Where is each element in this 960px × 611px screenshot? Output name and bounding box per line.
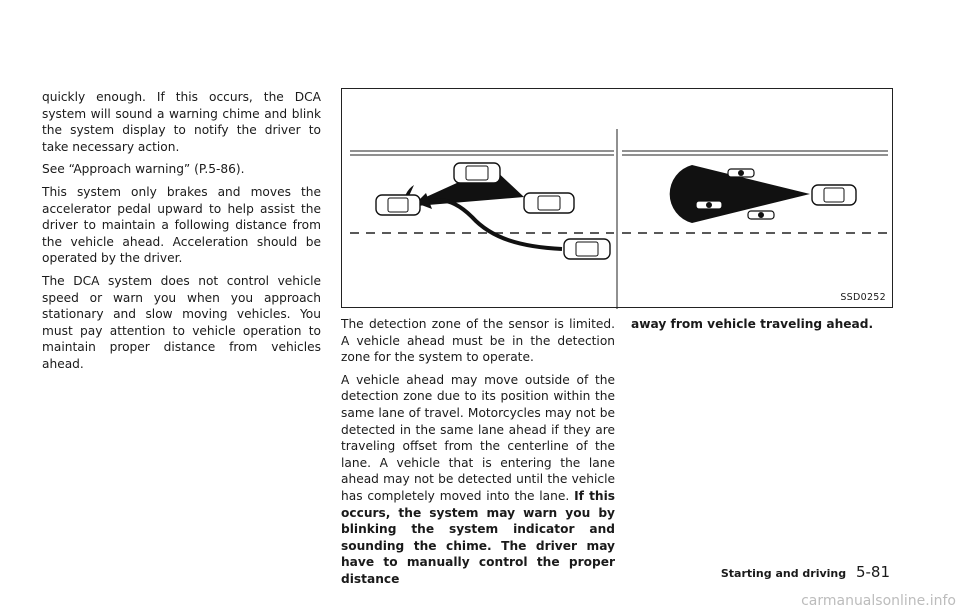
figure-code: SSD0252 (840, 292, 886, 303)
host-car (376, 195, 420, 215)
paragraph: The DCA system does not control vehicle speed or warn you when you approach stationary and slow moving vehicles. You must pay attention to vehicle operation to maintain proper distance from vehicles ahead. (42, 273, 321, 371)
left-text-column (42, 89, 321, 379)
paragraph: The detection zone of the sensor is limited. A vehicle ahead must be in the detection zone for the system to operate. (341, 317, 615, 365)
dca-detection-figure (341, 88, 893, 308)
detection-zone-illustration (342, 89, 894, 309)
paragraph (341, 372, 615, 588)
warning-text-continued: away from vehicle traveling ahead. (631, 317, 874, 331)
motorcycle-icon (728, 169, 754, 177)
right-text-column (631, 316, 893, 339)
merging-car (564, 239, 610, 259)
warning-text: If this occurs, the system may warn you by blinking the system indicator and sounding the chime. The driver may have to manually control the proper distance (341, 488, 616, 586)
middle-text-column (341, 316, 615, 594)
paragraph-reference: See “Approach warning” (P.5-86). (42, 162, 245, 177)
adjacent-lane-car (454, 163, 500, 183)
paragraph: This system only brakes and moves the accelerator pedal upward to help assist the driver to maintain a following distance from the vehicle ahead. Acceleration should be operated by the driver. (42, 184, 321, 266)
page-footer (721, 563, 890, 581)
motorcycle-icon (748, 211, 774, 219)
paragraph: quickly enough. If this occurs, the DCA system will sound a warning chime and blink the system display to notify the driver to take necessary action. (42, 90, 321, 154)
vehicle-ahead-car (524, 193, 574, 213)
paragraph (631, 316, 893, 333)
motorcycle-icon (696, 201, 722, 209)
detection-cone-edge (670, 165, 692, 223)
vehicle-ahead-car (812, 185, 856, 205)
watermark: carmanualsonline.info (801, 593, 956, 609)
section-name: Starting and driving (720, 567, 847, 580)
paragraph-text: A vehicle ahead may move outside of the detection zone due to its position within the same lane of travel. Motorcycles may not be detected in the same lane ahead if they are traveling offset from the centerline of the lane. A vehicle that is entering the lane ahead may not be detected until the vehicle has completely moved into the lane. (341, 372, 615, 503)
page-number: 5-81 (855, 563, 890, 581)
